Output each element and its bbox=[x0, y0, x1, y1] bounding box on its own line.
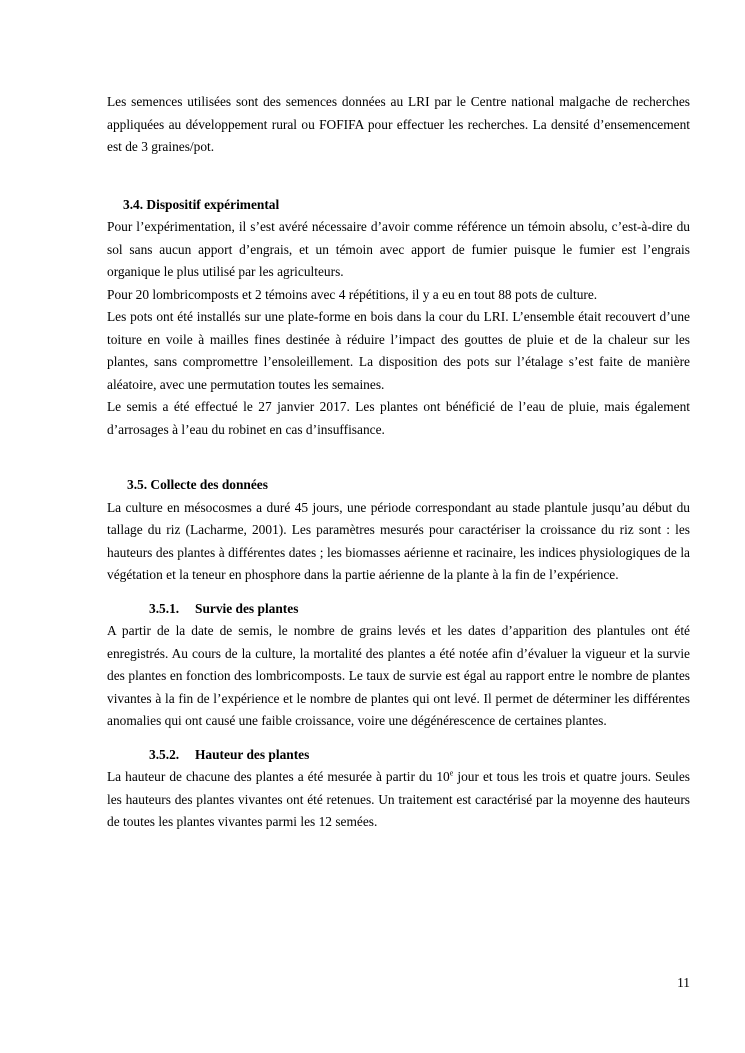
paragraph-text-end: jour et tous les trois et quatre jours. Seules les hauteurs des plantes vivantes ont été retenues. Un traitement est caractérisé par la moyenne des hauteurs de toutes les plantes vivantes parmi les 12 semées. bbox=[107, 769, 691, 829]
section-heading-3-5: 3.5. Collecte des données bbox=[127, 477, 268, 492]
page-number: 11 bbox=[677, 975, 690, 990]
section-3-5-1-paragraph-1: A partir de la date de semis, le nombre de grains levés et les dates d’apparition des plantules ont été enregistrés. Au cours de la culture, la mortalité des plantes a été notée afin d’évaluer la vigueur et la survie des plantes en fonction des lombricomposts. Le taux de survie est égal au rapport entre le nombre de plantes vivantes à la fin de l’expérience et le nombre de plantes qui ont levé. Il permet de déterminer les différentes anomalies qui ont causé une faible croissance, voire une dégénérescence de certaines plantes. bbox=[107, 623, 690, 728]
subsection-title: Survie des plantes bbox=[195, 600, 299, 616]
section-3-4-paragraph-3: Les pots ont été installés sur une plate-forme en bois dans la cour du LRI. L’ensemble était recouvert d’une toiture en voile à mailles fines destinée à réduire l’impact des gouttes de pluie et de la chaleur sur les plantes, sans compromettre l’ensoleillement. La disposition des pots sur l’étalage s’est faite de manière aléatoire, avec une permutation toutes les semaines. bbox=[107, 309, 690, 392]
section-3-5-paragraph-1: La culture en mésocosmes a duré 45 jours, une période correspondant au stade plantule jusqu’au début du tallage du riz (Lacharme, 2001). Les paramètres mesurés pour caractériser la croissance du riz sont : les hauteurs des plantes à différentes dates ; les biomasses aérienne et racinaire, les indices physiologiques de la végétation et la teneur en phosphore dans la partie aérienne de la plante à la fin de l’expérience. bbox=[107, 499, 690, 582]
spacer bbox=[107, 159, 690, 194]
ordinal-superscript: e bbox=[449, 768, 454, 778]
subsection-heading-3-5-2 bbox=[107, 744, 690, 767]
subsection-heading-3-5-1 bbox=[107, 598, 690, 621]
section-3-5-2-paragraph-1 bbox=[107, 766, 690, 834]
intro-paragraph: Les semences utilisées sont des semences données au LRI par le Centre national malgache de recherches appliquées au développement rural ou FOFIFA pour effectuer les recherches. La densité d’ensemencement est de 3 graines/pot. bbox=[107, 94, 690, 154]
section-3-4-paragraph-2: Pour 20 lombricomposts et 2 témoins avec 4 répétitions, il y a eu en tout 88 pots de culture. bbox=[107, 286, 598, 302]
spacer bbox=[107, 733, 690, 744]
subsection-number: 3.5.1. bbox=[149, 600, 180, 616]
paragraph-text-start: La hauteur de chacune des plantes a été mesurée à partir du 10 bbox=[107, 769, 450, 784]
subsection-number: 3.5.2. bbox=[149, 746, 180, 762]
section-3-4-paragraph-4: Le semis a été effectué le 27 janvier 2017. Les plantes ont bénéficié de l’eau de pluie, mais également d’arrosages à l’eau du robinet en cas d’insuffisance. bbox=[107, 399, 690, 437]
spacer bbox=[107, 587, 690, 598]
document-body bbox=[107, 91, 690, 834]
subsection-title: Hauteur des plantes bbox=[195, 746, 310, 762]
spacer bbox=[107, 441, 690, 474]
section-3-4-paragraph-1: Pour l’expérimentation, il s’est avéré nécessaire d’avoir comme référence un témoin absolu, c’est-à-dire du sol sans aucun apport d’engrais, et un témoin avec apport de fumier puisque le fumier est l’engrais organique le plus utilisé par les agriculteurs. bbox=[107, 219, 690, 279]
section-heading-3-4: 3.4. Dispositif expérimental bbox=[123, 196, 280, 212]
